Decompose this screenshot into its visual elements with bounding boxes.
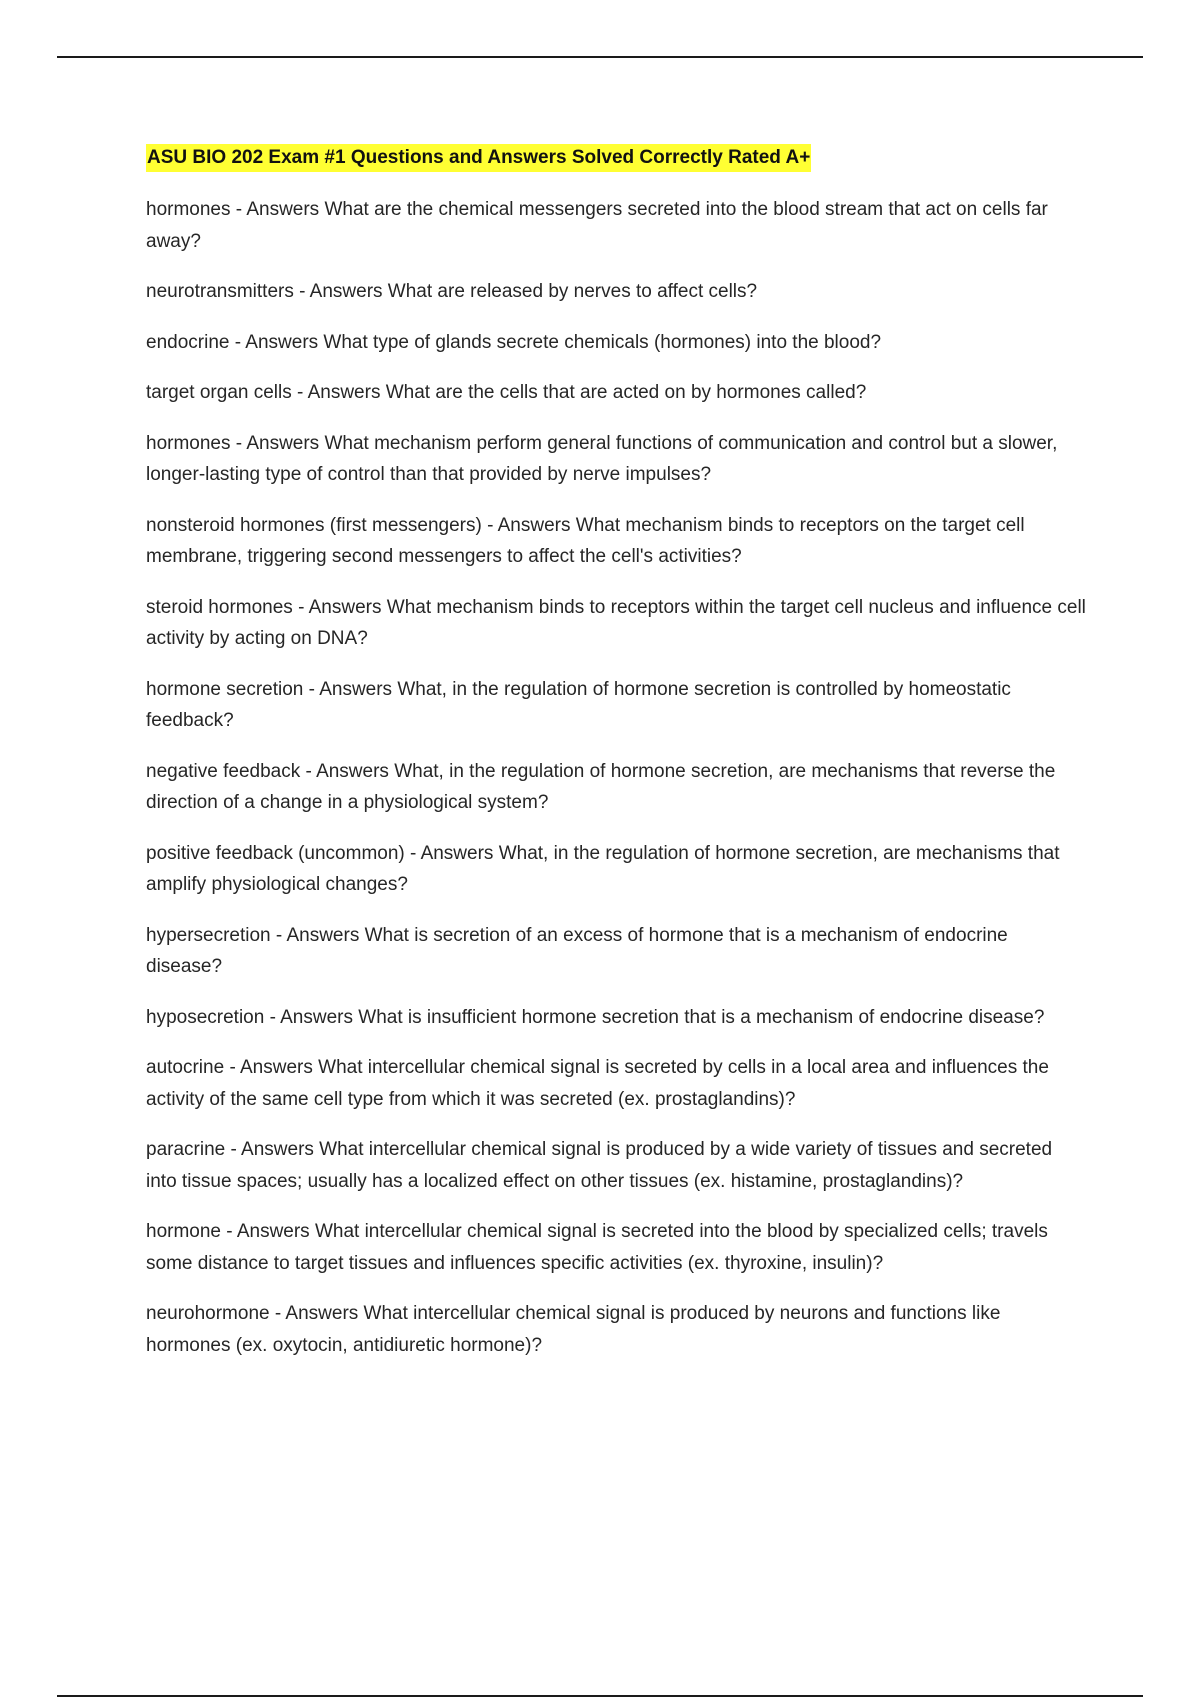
qa-item: steroid hormones - Answers What mechanism binds to receptors within the target cell nucleus and influence cell activity by acting on DNA? — [146, 596, 1086, 649]
qa-item: hormones - Answers What mechanism perform general functions of communication and control but a slower, longer-lasting type of control than that provided by nerve impulses? — [146, 432, 1058, 485]
qa-item: hormones - Answers What are the chemical messengers secreted into the blood stream that act on cells far away? — [146, 199, 1048, 252]
qa-item: paracrine - Answers What intercellular chemical signal is produced by a wide variety of tissues and secreted into tissue spaces; usually has a localized effect on other tissues (ex. histamine, prostaglandins)? — [146, 1139, 1053, 1192]
qa-item: hormone - Answers What intercellular chemical signal is secreted into the blood by specialized cells; travels some distance to target tissues and influences specific activities (ex. thyroxine, insulin)? — [146, 1221, 1048, 1274]
qa-item: endocrine - Answers What type of glands secrete chemicals (hormones) into the blood? — [146, 331, 882, 353]
qa-list — [146, 194, 1086, 1361]
qa-item: neurotransmitters - Answers What are released by nerves to affect cells? — [146, 281, 758, 302]
page-bottom-rule — [57, 1695, 1143, 1697]
qa-item: positive feedback (uncommon) - Answers What, in the regulation of hormone secretion, are mechanisms that amplify physiological changes? — [146, 842, 1060, 895]
qa-item: target organ cells - Answers What are the cells that are acted on by hormones called? — [146, 382, 867, 403]
document-body — [146, 144, 1086, 1380]
qa-item: neurohormone - Answers What intercellular chemical signal is produced by neurons and functions like hormones (ex. oxytocin, antidiuretic hormone)? — [146, 1303, 1001, 1356]
qa-item: hormone secretion - Answers What, in the regulation of hormone secretion is controlled by homeostatic feedback? — [146, 678, 1011, 731]
qa-item: negative feedback - Answers What, in the regulation of hormone secretion, are mechanisms that reverse the direction of a change in a physiological system? — [146, 760, 1056, 813]
qa-item: nonsteroid hormones (first messengers) - Answers What mechanism binds to receptors on the target cell membrane, triggering second messengers to affect the cell's activities? — [146, 514, 1025, 567]
qa-item: autocrine - Answers What intercellular chemical signal is secreted by cells in a local area and influences the activity of the same cell type from which it was secreted (ex. prostaglandins)? — [146, 1057, 1049, 1110]
document-title: ASU BIO 202 Exam #1 Questions and Answers Solved Correctly Rated A+ — [146, 144, 811, 172]
qa-item: hypersecretion - Answers What is secretion of an excess of hormone that is a mechanism of endocrine disease? — [146, 924, 1008, 977]
page-top-rule — [57, 56, 1143, 58]
qa-item: hyposecretion - Answers What is insufficient hormone secretion that is a mechanism of endocrine disease? — [146, 1006, 1045, 1028]
